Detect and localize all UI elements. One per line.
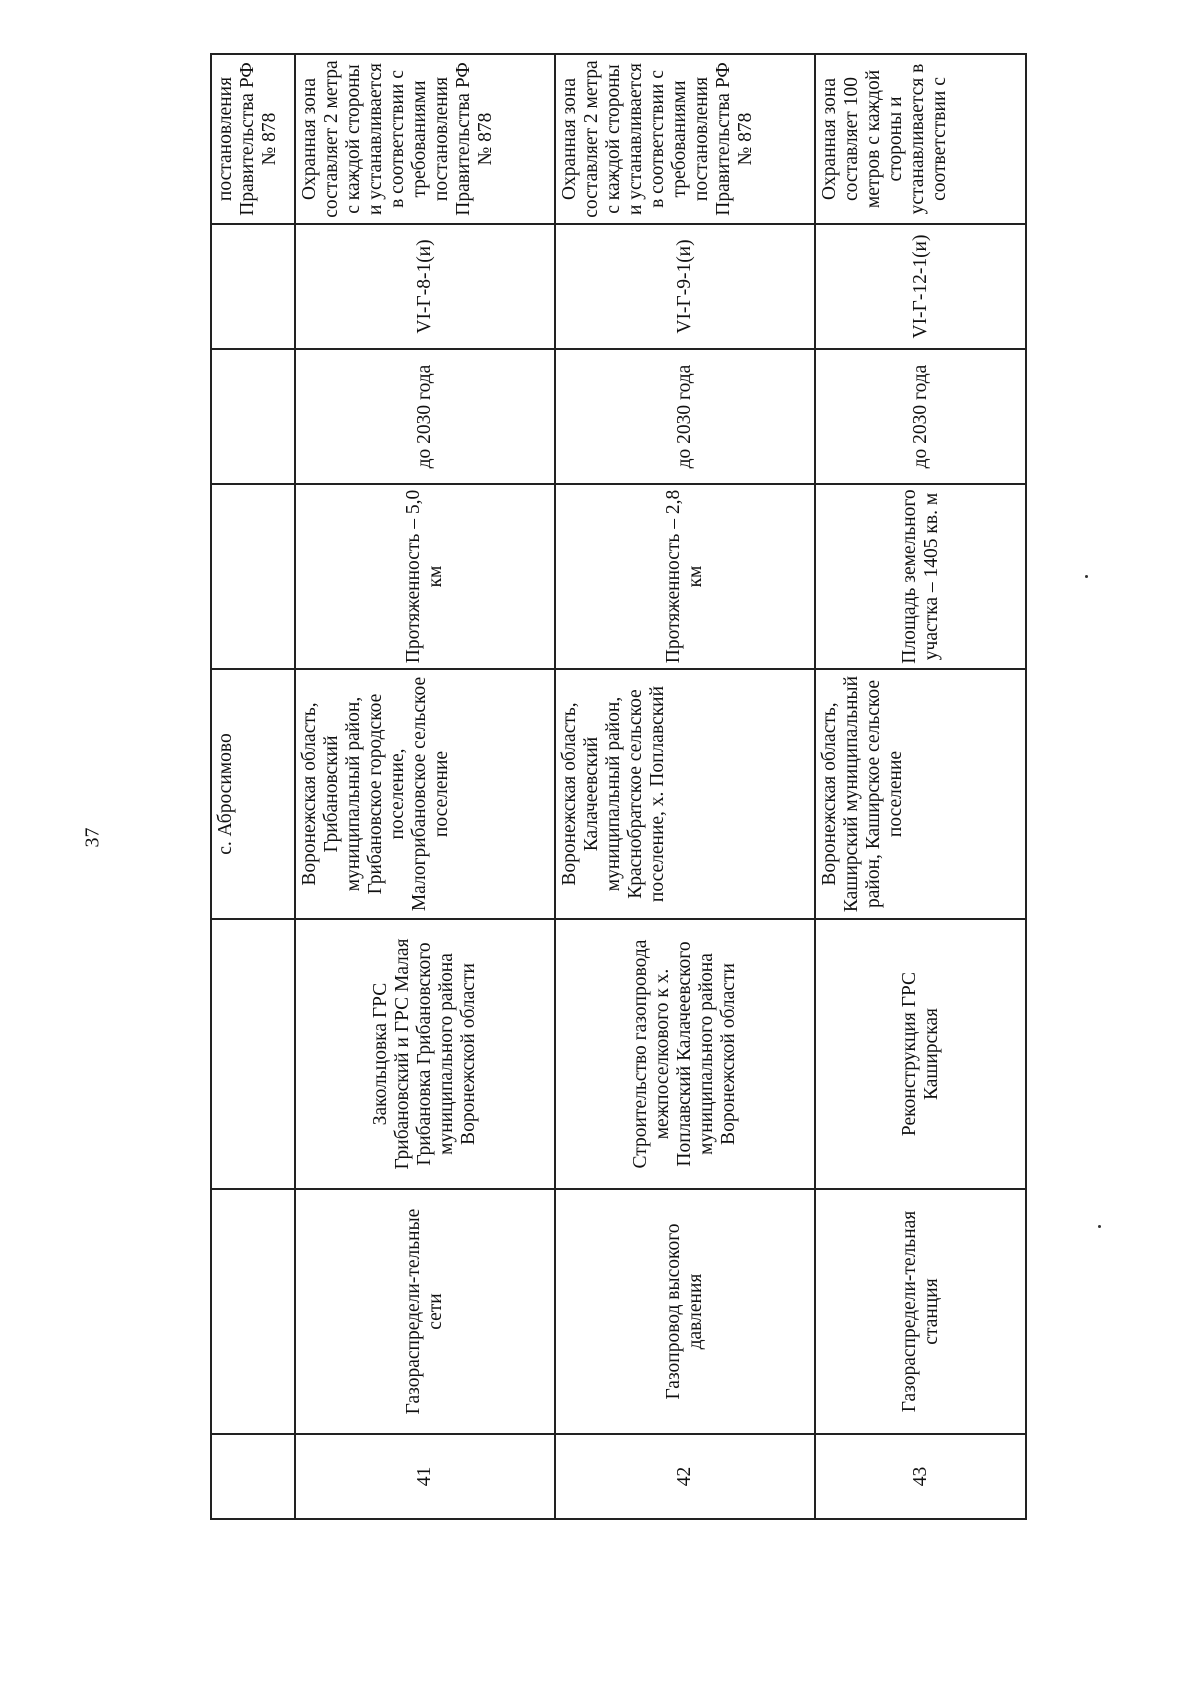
table-row-continuation [211,54,295,1519]
cell-number: 42 [555,1434,815,1519]
cell-code [211,224,295,349]
table-row [555,54,815,1519]
cell-term: до 2030 года [555,349,815,484]
cell-type [211,1189,295,1434]
cell-location: с. Абросимово [211,669,295,919]
cell-term [211,349,295,484]
cell-name: Реконструкция ГРС Каширская [815,919,1026,1189]
cell-number: 41 [295,1434,555,1519]
scan-speck [1085,575,1088,578]
cell-number [211,1434,295,1519]
cell-type: Газораспредели-тельная станция [815,1189,1026,1434]
cell-location: Воронежская область, Каширский муниципальный район, Каширское сельское поселение [815,669,1026,919]
cell-term: до 2030 года [295,349,555,484]
cell-characteristics: Протяженность – 5,0 км [295,484,555,669]
cell-characteristics: Протяженность – 2,8 км [555,484,815,669]
objects-table [210,53,1027,1520]
page-number: 37 [81,827,104,848]
cell-term: до 2030 года [815,349,1026,484]
table-row [815,54,1026,1519]
scan-speck [1098,1225,1101,1228]
cell-name: Закольцовка ГРС Грибановский и ГРС Малая Грибановка Грибановского муниципального района Воронежской области [295,919,555,1189]
cell-code: VI-Г-8-1(и) [295,224,555,349]
table-row [295,54,555,1519]
cell-location: Воронежская область, Калачеевский муниципальный район, Краснобратское сельское поселение, х. Поплавский [555,669,815,919]
cell-zone: Охранная зона составляет 100 метров с каждой стороны и устанавливается в соответствии с [815,54,1026,224]
cell-characteristics: Площадь земельного участка – 1405 кв. м [815,484,1026,669]
cell-zone: постановления Правительства РФ № 878 [211,54,295,224]
cell-zone: Охранная зона составляет 2 метра с каждой стороны и устанавливается в соответствии с требованиями постановления Правительства РФ № 878 [295,54,555,224]
cell-location: Воронежская область, Грибановский муниципальный район, Грибановское городское поселение, Малогрибановское сельское поселение [295,669,555,919]
cell-code: VI-Г-12-1(и) [815,224,1026,349]
cell-characteristics [211,484,295,669]
rotated-table-wrapper [210,55,1025,1520]
cell-name: Строительство газопровода межпоселкового к х. Поплавский Калачеевского муниципального района Воронежской области [555,919,815,1189]
cell-code: VI-Г-9-1(и) [555,224,815,349]
cell-type: Газопровод высокого давления [555,1189,815,1434]
cell-name [211,919,295,1189]
cell-number: 43 [815,1434,1026,1519]
cell-zone: Охранная зона составляет 2 метра с каждой стороны и устанавливается в соответствии с требованиями постановления Правительства РФ № 878 [555,54,815,224]
cell-type: Газораспредели-тельные сети [295,1189,555,1434]
